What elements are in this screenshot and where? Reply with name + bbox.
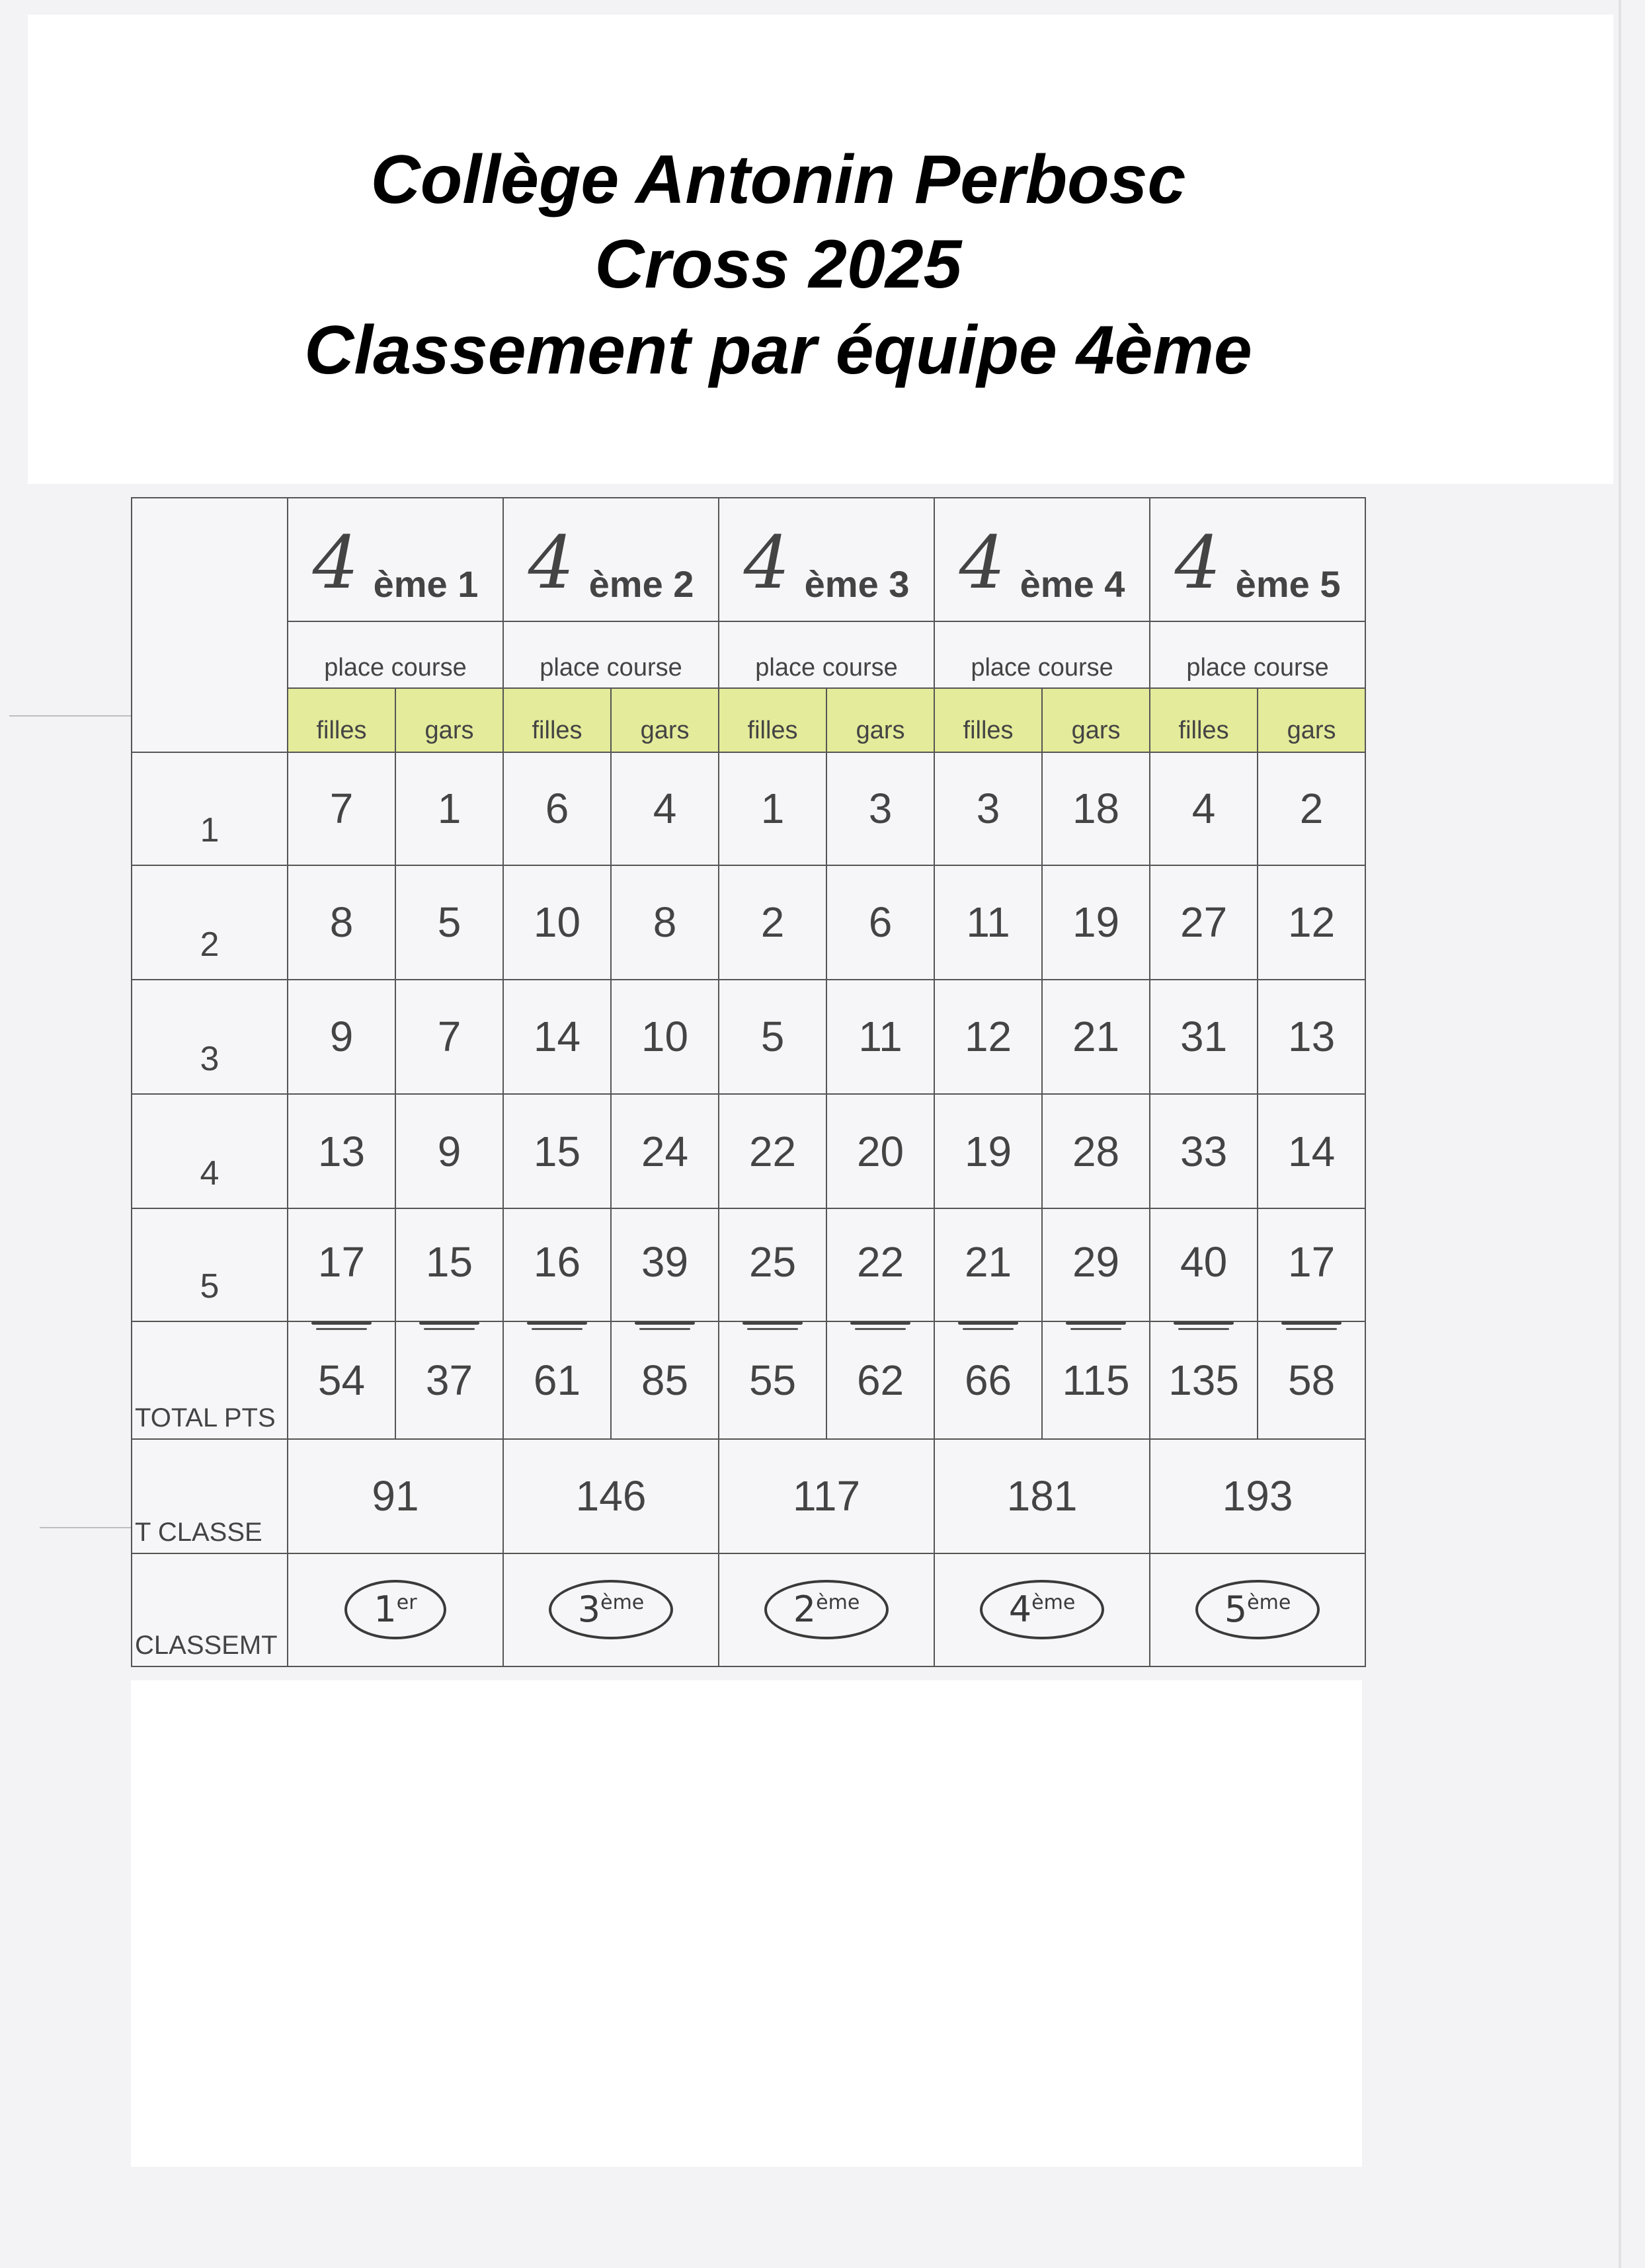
class-total-value: 193 — [1150, 1439, 1365, 1553]
scan-artifact-line — [9, 715, 135, 717]
circled-rank — [1195, 1580, 1320, 1639]
class-number-handwritten: 4 — [528, 520, 575, 606]
place-value: 31 — [1150, 980, 1258, 1094]
class-header — [1150, 498, 1365, 621]
place-value: 10 — [611, 980, 719, 1094]
place-value — [1150, 1208, 1258, 1321]
place-value — [934, 1208, 1042, 1321]
rank-suffix: er — [396, 1591, 417, 1615]
class-total-value: 117 — [719, 1439, 934, 1553]
class-name: ème 2 — [588, 563, 694, 606]
place-value: 28 — [1042, 1094, 1150, 1208]
total-value: 135 — [1150, 1321, 1258, 1438]
total-value: 61 — [503, 1321, 611, 1438]
place-value: 27 — [1150, 865, 1258, 980]
place-value-text: 25 — [748, 1237, 797, 1286]
place-value: 9 — [288, 980, 395, 1094]
class-total-row — [132, 1439, 1365, 1553]
circled-rank — [764, 1580, 889, 1639]
row-rank-label: 3 — [132, 980, 288, 1094]
ranking-title: Classement par équipe 4ème — [304, 312, 1252, 389]
class-header — [288, 498, 503, 621]
place-course-label: place course — [934, 621, 1150, 688]
place-value — [395, 1208, 503, 1321]
table-row — [132, 980, 1365, 1094]
place-value — [611, 1208, 719, 1321]
place-value: 19 — [934, 1094, 1042, 1208]
circled-rank — [344, 1580, 446, 1639]
place-value: 21 — [1042, 980, 1150, 1094]
place-value-text: 22 — [856, 1237, 904, 1286]
place-course-row — [132, 621, 1365, 688]
class-header — [719, 498, 934, 621]
place-value-text: 21 — [964, 1237, 1012, 1286]
place-value — [1258, 1208, 1365, 1321]
place-value: 14 — [503, 980, 611, 1094]
total-value: 54 — [288, 1321, 395, 1438]
place-value: 33 — [1150, 1094, 1258, 1208]
place-value — [1042, 1208, 1150, 1321]
class-name: ème 5 — [1235, 563, 1341, 606]
place-course-label: place course — [503, 621, 719, 688]
class-total-value: 181 — [934, 1439, 1150, 1553]
place-value: 11 — [826, 980, 934, 1094]
place-value-text: 40 — [1180, 1237, 1228, 1286]
ranking-cell — [503, 1553, 719, 1666]
filles-header: filles — [719, 688, 826, 752]
ranking-row — [132, 1553, 1365, 1666]
place-value — [826, 1208, 934, 1321]
place-value: 2 — [719, 865, 826, 980]
place-value: 15 — [503, 1094, 611, 1208]
total-value: 55 — [719, 1321, 826, 1438]
table-row — [132, 752, 1365, 865]
filles-header: filles — [503, 688, 611, 752]
gars-header: gars — [826, 688, 934, 752]
rank-number: 4 — [1008, 1588, 1032, 1631]
class-number-handwritten: 4 — [312, 520, 359, 606]
place-value: 3 — [826, 752, 934, 865]
place-value: 1 — [395, 752, 503, 865]
table-row — [132, 865, 1365, 980]
place-value: 13 — [288, 1094, 395, 1208]
place-value: 24 — [611, 1094, 719, 1208]
class-number-handwritten: 4 — [959, 520, 1006, 606]
place-course-label: place course — [288, 621, 503, 688]
classement-label: CLASSEMT — [132, 1553, 288, 1666]
place-value: 1 — [719, 752, 826, 865]
total-value: 37 — [395, 1321, 503, 1438]
page-edge — [1619, 0, 1621, 2268]
total-points-row — [132, 1321, 1365, 1438]
place-value: 20 — [826, 1094, 934, 1208]
place-value: 19 — [1042, 865, 1150, 980]
class-header — [503, 498, 719, 621]
filles-header: filles — [1150, 688, 1258, 752]
place-value — [719, 1208, 826, 1321]
gender-header-row — [132, 688, 1365, 752]
row-rank-label: 4 — [132, 1094, 288, 1208]
place-value: 5 — [719, 980, 826, 1094]
circled-rank — [980, 1580, 1105, 1639]
rank-number: 5 — [1224, 1588, 1248, 1631]
place-value: 5 — [395, 865, 503, 980]
row-rank-label: 2 — [132, 865, 288, 980]
place-value: 4 — [611, 752, 719, 865]
place-value-text: 17 — [1287, 1237, 1336, 1286]
scan-artifact-line — [40, 1527, 132, 1528]
place-value: 22 — [719, 1094, 826, 1208]
class-name: ème 4 — [1020, 563, 1125, 606]
rank-suffix: ème — [1031, 1591, 1076, 1615]
place-value — [288, 1208, 395, 1321]
class-number-handwritten: 4 — [1174, 520, 1221, 606]
place-value: 7 — [288, 752, 395, 865]
place-course-label: place course — [719, 621, 934, 688]
table-row — [132, 1208, 1365, 1321]
place-value: 3 — [934, 752, 1042, 865]
ranking-cell — [934, 1553, 1150, 1666]
place-value: 6 — [826, 865, 934, 980]
place-value: 8 — [611, 865, 719, 980]
class-number-handwritten: 4 — [743, 520, 790, 606]
place-value: 18 — [1042, 752, 1150, 865]
row-rank-label: 1 — [132, 752, 288, 865]
ranking-cell — [288, 1553, 503, 1666]
total-value: 58 — [1258, 1321, 1365, 1438]
place-value: 14 — [1258, 1094, 1365, 1208]
place-value: 12 — [934, 980, 1042, 1094]
rank-number: 2 — [793, 1588, 817, 1631]
place-value-text: 39 — [641, 1237, 689, 1286]
class-total-value: 91 — [288, 1439, 503, 1553]
class-name: ème 3 — [804, 563, 910, 606]
place-value: 13 — [1258, 980, 1365, 1094]
ranking-cell — [1150, 1553, 1365, 1666]
row-rank-label: 5 — [132, 1208, 288, 1321]
filles-header: filles — [288, 688, 395, 752]
circled-rank — [549, 1580, 674, 1639]
total-value: 85 — [611, 1321, 719, 1438]
event-title: Cross 2025 — [594, 226, 962, 303]
gars-header: gars — [1258, 688, 1365, 752]
gars-header: gars — [611, 688, 719, 752]
rank-number: 3 — [577, 1588, 601, 1631]
place-value-text: 17 — [317, 1237, 366, 1286]
place-value-text: 15 — [425, 1237, 473, 1286]
place-value: 8 — [288, 865, 395, 980]
corner-cell — [132, 498, 288, 752]
class-total-value: 146 — [503, 1439, 719, 1553]
total-value: 62 — [826, 1321, 934, 1438]
total-pts-label: TOTAL PTS — [132, 1321, 288, 1438]
place-value: 4 — [1150, 752, 1258, 865]
rank-suffix: ème — [816, 1591, 860, 1615]
place-course-label: place course — [1150, 621, 1365, 688]
gars-header: gars — [1042, 688, 1150, 752]
school-title: Collège Antonin Perbosc — [370, 141, 1186, 218]
rank-number: 1 — [374, 1588, 397, 1631]
ranking-cell — [719, 1553, 934, 1666]
class-header — [934, 498, 1150, 621]
place-value: 6 — [503, 752, 611, 865]
gars-header: gars — [395, 688, 503, 752]
place-value: 7 — [395, 980, 503, 1094]
filles-header: filles — [934, 688, 1042, 752]
blank-panel — [131, 1680, 1362, 2167]
place-value — [503, 1208, 611, 1321]
place-value: 9 — [395, 1094, 503, 1208]
title-panel — [28, 15, 1613, 484]
rank-suffix: ème — [600, 1591, 645, 1615]
rank-suffix: ème — [1247, 1591, 1291, 1615]
class-name: ème 1 — [373, 563, 479, 606]
place-value: 10 — [503, 865, 611, 980]
total-value: 115 — [1042, 1321, 1150, 1438]
place-value: 12 — [1258, 865, 1365, 980]
place-value-text: 16 — [533, 1237, 581, 1286]
t-classe-label: T CLASSE — [132, 1439, 288, 1553]
team-ranking-table — [131, 497, 1366, 1667]
class-header-row — [132, 498, 1365, 621]
place-value: 11 — [934, 865, 1042, 980]
place-value: 2 — [1258, 752, 1365, 865]
total-value: 66 — [934, 1321, 1042, 1438]
place-value-text: 29 — [1072, 1237, 1120, 1286]
table-row — [132, 1094, 1365, 1208]
